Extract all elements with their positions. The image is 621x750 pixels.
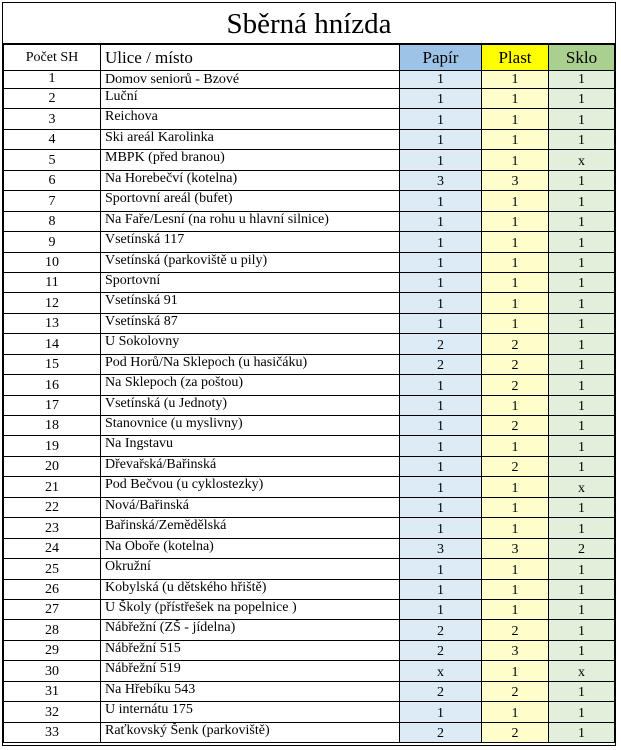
cell-paper: x — [400, 661, 482, 681]
cell-glass: 1 — [549, 395, 615, 415]
cell-paper: 1 — [400, 702, 482, 722]
cell-glass: x — [549, 477, 615, 497]
cell-street: Pod Bečvou (u cyklostezky) — [101, 477, 400, 497]
cell-glass: 1 — [549, 456, 615, 476]
table-row — [4, 620, 615, 640]
page-title: Sběrná hnízda — [3, 3, 615, 44]
cell-plastic: 1 — [482, 109, 549, 129]
cell-paper: 2 — [400, 722, 482, 742]
cell-plastic: 1 — [482, 395, 549, 415]
table-row — [4, 272, 615, 292]
cell-glass: 1 — [549, 354, 615, 374]
table-row — [4, 640, 615, 660]
column-header-street: Ulice / místo — [101, 45, 400, 71]
cell-street: Ski areál Karolinka — [101, 129, 400, 149]
cell-street: Vsetínská (u Jednoty) — [101, 395, 400, 415]
cell-count: 20 — [4, 456, 101, 476]
cell-plastic: 2 — [482, 354, 549, 374]
cell-paper: 1 — [400, 150, 482, 170]
cell-plastic: 1 — [482, 191, 549, 211]
table-row — [4, 313, 615, 333]
column-header-glass: Sklo — [549, 45, 615, 71]
cell-paper: 1 — [400, 477, 482, 497]
cell-paper: 1 — [400, 456, 482, 476]
cell-paper: 2 — [400, 334, 482, 354]
table-row — [4, 170, 615, 190]
cell-plastic: 3 — [482, 640, 549, 660]
cell-paper: 1 — [400, 232, 482, 252]
cell-street: Domov seniorů - Bzové — [101, 71, 400, 89]
table-row — [4, 293, 615, 313]
cell-count: 4 — [4, 129, 101, 149]
cell-plastic: 1 — [482, 579, 549, 599]
table-row — [4, 722, 615, 742]
cell-plastic: 1 — [482, 518, 549, 538]
column-header-count: Počet SH — [4, 45, 101, 71]
cell-plastic: 2 — [482, 681, 549, 701]
cell-glass: 1 — [549, 518, 615, 538]
cell-street: MBPK (před branou) — [101, 150, 400, 170]
cell-count: 6 — [4, 170, 101, 190]
cell-count: 31 — [4, 681, 101, 701]
cell-plastic: 1 — [482, 661, 549, 681]
cell-glass: 1 — [549, 334, 615, 354]
table-row — [4, 681, 615, 701]
cell-glass: 1 — [549, 89, 615, 109]
cell-glass: 1 — [549, 232, 615, 252]
cell-count: 32 — [4, 702, 101, 722]
cell-glass: 1 — [549, 620, 615, 640]
cell-count: 3 — [4, 109, 101, 129]
cell-glass: 1 — [549, 293, 615, 313]
cell-paper: 2 — [400, 681, 482, 701]
cell-glass: 1 — [549, 375, 615, 395]
cell-plastic: 1 — [482, 497, 549, 517]
cell-count: 28 — [4, 620, 101, 640]
cell-street: Nová/Bařinská — [101, 497, 400, 517]
cell-street: Vsetínská 91 — [101, 293, 400, 313]
cell-paper: 1 — [400, 395, 482, 415]
cell-street: Na Oboře (kotelna) — [101, 538, 400, 558]
cell-glass: 1 — [549, 129, 615, 149]
cell-street: Luční — [101, 89, 400, 109]
cell-plastic: 1 — [482, 211, 549, 231]
cell-plastic: 2 — [482, 375, 549, 395]
cell-plastic: 2 — [482, 620, 549, 640]
cell-count: 21 — [4, 477, 101, 497]
table-row — [4, 89, 615, 109]
column-header-paper: Papír — [400, 45, 482, 71]
cell-paper: 1 — [400, 375, 482, 395]
cell-paper: 1 — [400, 518, 482, 538]
cell-plastic: 1 — [482, 71, 549, 89]
cell-glass: 1 — [549, 272, 615, 292]
cell-count: 2 — [4, 89, 101, 109]
column-header-plastic: Plast — [482, 45, 549, 71]
cell-street: U Sokolovny — [101, 334, 400, 354]
cell-count: 27 — [4, 599, 101, 619]
cell-count: 5 — [4, 150, 101, 170]
table-row — [4, 71, 615, 89]
table-row — [4, 497, 615, 517]
cell-street: Raťkovský Šenk (parkoviště) — [101, 722, 400, 742]
cell-plastic: 3 — [482, 170, 549, 190]
cell-count: 33 — [4, 722, 101, 742]
cell-street: Kobylská (u dětského hřiště) — [101, 579, 400, 599]
cell-count: 12 — [4, 293, 101, 313]
cell-plastic: 1 — [482, 272, 549, 292]
cell-street: Na Hřebíku 543 — [101, 681, 400, 701]
cell-plastic: 2 — [482, 456, 549, 476]
cell-glass: 1 — [549, 191, 615, 211]
cell-glass: 1 — [549, 681, 615, 701]
cell-street: Nábřežní 515 — [101, 640, 400, 660]
cell-street: Vsetínská 87 — [101, 313, 400, 333]
cell-plastic: 3 — [482, 538, 549, 558]
table-row — [4, 395, 615, 415]
cell-glass: 1 — [549, 640, 615, 660]
cell-count: 23 — [4, 518, 101, 538]
cell-count: 14 — [4, 334, 101, 354]
cell-plastic: 1 — [482, 436, 549, 456]
cell-paper: 1 — [400, 109, 482, 129]
cell-plastic: 1 — [482, 150, 549, 170]
cell-paper: 1 — [400, 89, 482, 109]
cell-glass: 1 — [549, 436, 615, 456]
cell-street: Dřevařská/Bařinská — [101, 456, 400, 476]
cell-street: Nábřežní (ZŠ - jídelna) — [101, 620, 400, 640]
cell-plastic: 1 — [482, 252, 549, 272]
cell-paper: 2 — [400, 640, 482, 660]
cell-count: 18 — [4, 416, 101, 436]
table-row — [4, 150, 615, 170]
cell-paper: 1 — [400, 416, 482, 436]
cell-street: Sportovní areál (bufet) — [101, 191, 400, 211]
cell-street: Na Sklepoch (za poštou) — [101, 375, 400, 395]
cell-count: 19 — [4, 436, 101, 456]
table-row — [4, 191, 615, 211]
cell-count: 11 — [4, 272, 101, 292]
cell-plastic: 1 — [482, 293, 549, 313]
table-row — [4, 436, 615, 456]
cell-street: Nábřežní 519 — [101, 661, 400, 681]
cell-glass: 1 — [549, 579, 615, 599]
cell-count: 8 — [4, 211, 101, 231]
cell-paper: 1 — [400, 559, 482, 579]
cell-paper: 1 — [400, 129, 482, 149]
cell-paper: 1 — [400, 497, 482, 517]
cell-paper: 1 — [400, 252, 482, 272]
cell-street: Na Horebečví (kotelna) — [101, 170, 400, 190]
cell-plastic: 2 — [482, 722, 549, 742]
cell-paper: 3 — [400, 538, 482, 558]
table-body — [4, 71, 615, 743]
cell-street: Vsetínská (parkoviště u pily) — [101, 252, 400, 272]
cell-count: 29 — [4, 640, 101, 660]
cell-glass: 1 — [549, 109, 615, 129]
cell-paper: 1 — [400, 313, 482, 333]
cell-count: 26 — [4, 579, 101, 599]
cell-count: 25 — [4, 559, 101, 579]
cell-street: Na Faře/Lesní (na rohu u hlavní silnice) — [101, 211, 400, 231]
cell-plastic: 2 — [482, 334, 549, 354]
cell-street: Sportovní — [101, 272, 400, 292]
cell-paper: 1 — [400, 272, 482, 292]
cell-glass: 1 — [549, 559, 615, 579]
cell-glass: 1 — [549, 599, 615, 619]
table-row — [4, 375, 615, 395]
table-row — [4, 538, 615, 558]
cell-count: 16 — [4, 375, 101, 395]
table-row — [4, 579, 615, 599]
cell-count: 24 — [4, 538, 101, 558]
cell-glass: x — [549, 150, 615, 170]
cell-glass: 1 — [549, 71, 615, 89]
cell-count: 15 — [4, 354, 101, 374]
table-row — [4, 129, 615, 149]
cell-plastic: 1 — [482, 477, 549, 497]
table-row — [4, 456, 615, 476]
table-row — [4, 109, 615, 129]
cell-plastic: 1 — [482, 599, 549, 619]
cell-paper: 1 — [400, 211, 482, 231]
table-row — [4, 518, 615, 538]
cell-count: 7 — [4, 191, 101, 211]
table-row — [4, 354, 615, 374]
cell-glass: 1 — [549, 252, 615, 272]
cell-glass: x — [549, 661, 615, 681]
cell-street: U internátu 175 — [101, 702, 400, 722]
cell-plastic: 1 — [482, 702, 549, 722]
cell-paper: 1 — [400, 71, 482, 89]
table-row — [4, 661, 615, 681]
cell-plastic: 2 — [482, 416, 549, 436]
cell-count: 17 — [4, 395, 101, 415]
table-row — [4, 599, 615, 619]
header-row — [4, 45, 615, 71]
cell-count: 1 — [4, 71, 101, 89]
cell-street: Bařinská/Zemědělská — [101, 518, 400, 538]
cell-street: Stanovnice (u myslivny) — [101, 416, 400, 436]
cell-count: 9 — [4, 232, 101, 252]
cell-count: 22 — [4, 497, 101, 517]
table-row — [4, 477, 615, 497]
cell-glass: 1 — [549, 416, 615, 436]
table-row — [4, 559, 615, 579]
cell-glass: 1 — [549, 722, 615, 742]
cell-street: Pod Horů/Na Sklepoch (u hasičáku) — [101, 354, 400, 374]
cell-glass: 1 — [549, 497, 615, 517]
cell-paper: 3 — [400, 170, 482, 190]
table-row — [4, 232, 615, 252]
cell-glass: 1 — [549, 211, 615, 231]
table-row — [4, 211, 615, 231]
cell-plastic: 1 — [482, 232, 549, 252]
table-row — [4, 252, 615, 272]
cell-glass: 1 — [549, 313, 615, 333]
cell-street: Reichova — [101, 109, 400, 129]
cell-plastic: 1 — [482, 559, 549, 579]
table-row — [4, 702, 615, 722]
cell-paper: 1 — [400, 599, 482, 619]
cell-paper: 2 — [400, 620, 482, 640]
cell-count: 10 — [4, 252, 101, 272]
cell-count: 13 — [4, 313, 101, 333]
cell-plastic: 1 — [482, 129, 549, 149]
cell-plastic: 1 — [482, 313, 549, 333]
cell-paper: 1 — [400, 191, 482, 211]
cell-paper: 1 — [400, 579, 482, 599]
cell-street: Na Ingstavu — [101, 436, 400, 456]
cell-count: 30 — [4, 661, 101, 681]
cell-street: U Školy (přístřešek na popelnice ) — [101, 599, 400, 619]
cell-plastic: 1 — [482, 89, 549, 109]
cell-paper: 2 — [400, 354, 482, 374]
cell-glass: 2 — [549, 538, 615, 558]
cell-glass: 1 — [549, 170, 615, 190]
table-row — [4, 416, 615, 436]
cell-glass: 1 — [549, 702, 615, 722]
cell-paper: 1 — [400, 293, 482, 313]
collection-points-table — [3, 44, 615, 743]
cell-street: Okružní — [101, 559, 400, 579]
cell-paper: 1 — [400, 436, 482, 456]
cell-street: Vsetínská 117 — [101, 232, 400, 252]
table-row — [4, 334, 615, 354]
collection-points-sheet — [2, 2, 616, 746]
